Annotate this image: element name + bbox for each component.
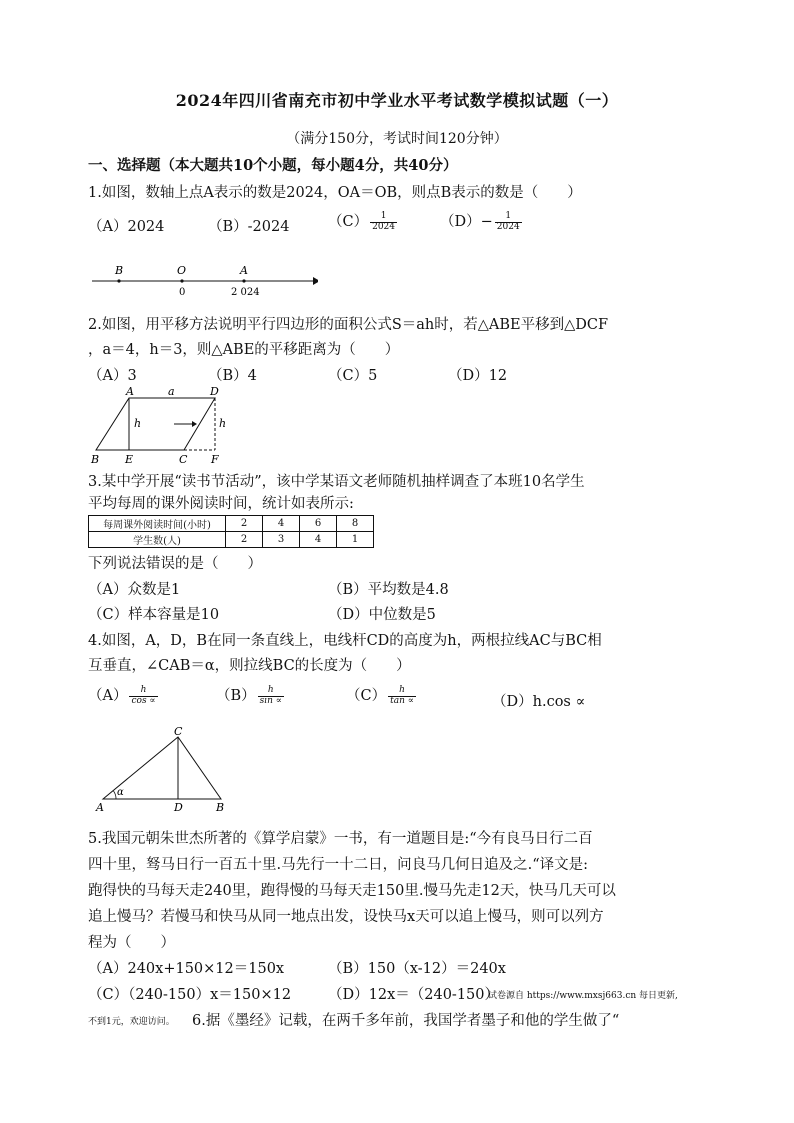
table-row [89, 532, 374, 548]
table-cell: 6 [300, 516, 337, 532]
translation-arrow-head [192, 421, 197, 427]
fraction-numerator: h [267, 684, 274, 695]
q4-option-c [346, 684, 418, 706]
fraction-denominator: 2024 [372, 221, 396, 232]
question-3-ask: 下列说法错误的是（ ） [88, 556, 262, 572]
fraction-denominator: cos ∝ [131, 695, 156, 706]
label-a: A [240, 264, 248, 277]
q4-triangle-figure [92, 726, 237, 814]
point-o-dot [180, 279, 183, 282]
table-cell: 8 [337, 516, 374, 532]
point-b-dot [117, 279, 120, 282]
q2-option-c: （C）5 [328, 368, 378, 384]
q5-option-a: （A）240x+150×12＝150x [88, 961, 285, 977]
question-2-stem-line-2: ，a＝4，h＝3，则△ABE的平移距离为（ ） [88, 342, 400, 358]
q4-option-b [216, 684, 286, 706]
label-h-right: h [219, 417, 227, 430]
q2-option-b: （B）4 [208, 368, 257, 384]
q1-option-d [440, 210, 524, 232]
q4-option-a-fraction [129, 686, 157, 707]
label-c: C [174, 726, 183, 738]
point-a-dot [242, 279, 245, 282]
tick-zero: 0 [179, 287, 186, 298]
q3-option-d: （D）中位数是5 [328, 607, 436, 623]
label-b: B [91, 453, 100, 466]
label-f: F [211, 453, 219, 466]
label-d: D [174, 801, 183, 814]
q3-option-c: （C）样本容量是10 [88, 607, 220, 623]
q4-option-b-label: （B） [216, 688, 256, 704]
fraction-denominator: 2024 [496, 221, 520, 232]
table-cell: 4 [300, 532, 337, 548]
q2-option-d: （D）12 [448, 368, 508, 384]
q4-option-b-fraction [258, 686, 284, 707]
label-a: A [96, 801, 104, 814]
question-2-stem-line-1: 2.如图，用平移方法说明平行四边形的面积公式S＝ah时，若△ABE平移到△DCF [88, 317, 609, 333]
label-side-a: a [168, 385, 175, 398]
question-3-stem-line-1: 3.某中学开展“读书节活动”，该中学某语文老师随机抽样调查了本班10名学生 [88, 474, 585, 490]
q1-option-c [328, 210, 399, 232]
q1-option-a: （A）2024 [88, 219, 165, 235]
question-5-line-5: 程为（ ） [88, 935, 175, 951]
q5-option-b: （B）150（x-12）＝240x [328, 961, 506, 977]
q4-option-d: （D）h.cos ∝ [492, 694, 586, 710]
label-alpha: α [117, 787, 124, 798]
q1-number-line-figure [88, 258, 318, 302]
question-3-stem-line-2: 平均每周的课外阅读时间，统计如表所示: [88, 496, 354, 512]
q1-option-c-label: （C） [328, 214, 369, 230]
q3-option-a: （A）众数是1 [88, 582, 181, 598]
table-row-header: 每周课外阅读时间(小时) [89, 516, 226, 532]
label-h-left: h [134, 417, 142, 430]
q4-option-c-label: （C） [346, 688, 387, 704]
question-4-stem-line-2: 互垂直，∠CAB＝α，则拉线BC的长度为（ ） [88, 658, 411, 674]
q3-option-b: （B）平均数是4.8 [328, 582, 449, 598]
fraction-numerator: 1 [505, 210, 512, 221]
label-d: D [210, 385, 219, 398]
q4-option-a [88, 684, 160, 706]
question-5-line-1: 5.我国元朝朱世杰所著的《算学启蒙》一书，有一道题目是:“今有良马日行二百 [88, 831, 593, 847]
q4-option-c-fraction [388, 686, 416, 707]
label-c: C [179, 453, 188, 466]
q5-option-d: （D）12x＝（240-150） [328, 987, 500, 1003]
fraction-denominator: sin ∝ [259, 695, 282, 706]
number-line-arrow [313, 277, 318, 285]
fraction-numerator: h [399, 684, 405, 695]
watermark-note-2: 不到1元，欢迎访问。 [88, 1017, 175, 1027]
q1-option-b: （B）-2024 [208, 219, 290, 235]
q1-option-c-fraction [370, 212, 397, 233]
section-heading: 一、选择题（本大题共10个小题，每小题4分，共40分） [88, 157, 458, 174]
fraction-numerator: h [140, 684, 147, 695]
reading-time-table [88, 515, 374, 548]
q2-option-a: （A）3 [88, 368, 137, 384]
table-cell: 1 [337, 532, 374, 548]
table-cell: 2 [226, 516, 263, 532]
question-4-stem-line-1: 4.如图，A，D，B在同一条直线上，电线杆CD的高度为h，两根拉线AC与BC相 [88, 633, 602, 649]
question-5-line-2: 四十里，驽马日行一百五十里.马先行一十二日，问良马几何日追及之.“译文是: [88, 857, 589, 873]
table-cell: 2 [226, 532, 263, 548]
q1-option-d-fraction [495, 212, 522, 233]
angle-alpha-arc [114, 791, 117, 799]
question-5-line-3: 跑得快的马每天走240里，跑得慢的马每天走150里.慢马先走12天，快马几天可以 [88, 883, 616, 899]
q5-option-c: （C）（240-150）x＝150×12 [88, 987, 292, 1003]
label-e: E [125, 453, 134, 466]
question-1-stem: 1.如图，数轴上点A表示的数是2024，OA＝OB，则点B表示的数是（ ） [88, 185, 582, 201]
parallelogram-abcd [96, 398, 215, 450]
table-row-header: 学生数(人) [89, 532, 226, 548]
fraction-numerator: 1 [380, 210, 387, 221]
label-o: O [177, 264, 187, 277]
table-row [89, 516, 374, 532]
table-cell: 4 [263, 516, 300, 532]
label-a: A [126, 385, 134, 398]
q1-option-d-label: （D）− [440, 214, 493, 230]
label-b: B [115, 264, 124, 277]
q4-option-a-label: （A） [88, 688, 128, 704]
question-6-start: 6.据《墨经》记载，在两千多年前，我国学者墨子和他的学生做了“ [192, 1013, 620, 1029]
tick-2024: 2 024 [231, 287, 260, 298]
exam-subtitle: （满分150分，考试时间120分钟） [286, 131, 508, 147]
question-5-line-4: 追上慢马？若慢马和快马从同一地点出发，设快马x天可以追上慢马，则可以列方 [88, 909, 604, 925]
exam-title: 2024年四川省南充市初中学业水平考试数学模拟试题（一） [175, 91, 619, 110]
fraction-denominator: tan ∝ [390, 695, 414, 706]
watermark-note-1: 试卷源自 https://www.mxsj663.cn 每日更新, [488, 991, 678, 1001]
table-cell: 3 [263, 532, 300, 548]
label-b: B [216, 801, 225, 814]
q2-parallelogram-figure [88, 384, 248, 466]
